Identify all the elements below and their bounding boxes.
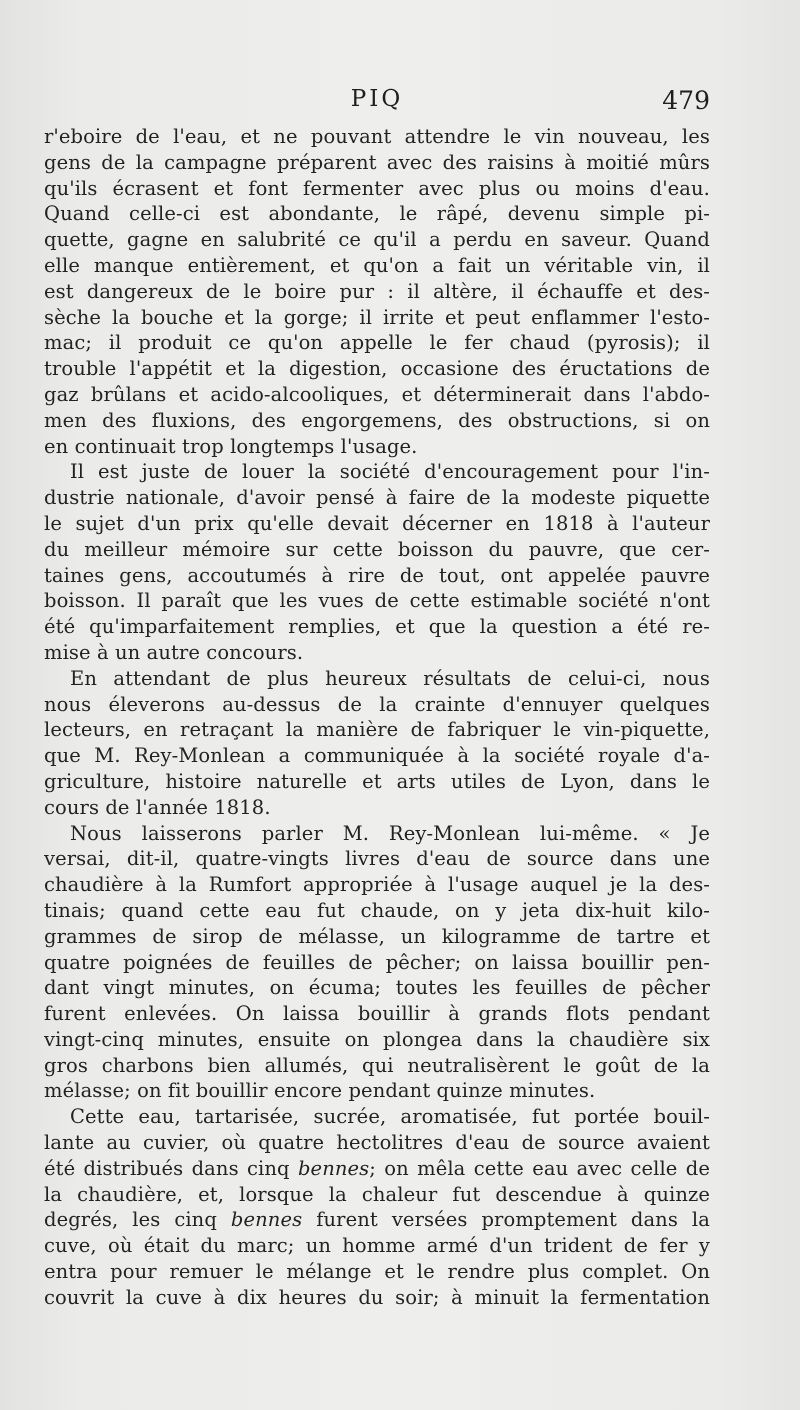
paragraph-3 <box>44 666 710 821</box>
paragraph-1 <box>44 124 710 459</box>
text-line: taines gens, accoutumés à rire de tout, ont appelée pauvre <box>44 563 710 587</box>
text-line: nous éleverons au-dessus de la crainte d'ennuyer quelques <box>44 692 710 716</box>
text-line: du meilleur mémoire sur cette boisson du pauvre, que cer- <box>44 537 710 561</box>
paragraph-5 <box>44 1104 710 1310</box>
text-line: chaudière à la Rumfort appropriée à l'usage auquel je la des- <box>44 873 710 897</box>
text-line: griculture, histoire naturelle et arts utiles de Lyon, dans le <box>44 769 710 793</box>
text-line: couvrit la cuve à dix heures du soir; à minuit la fermentation <box>44 1285 710 1309</box>
body-text <box>44 124 710 1311</box>
text-line: elle manque entièrement, et qu'on a fait un véritable vin, il <box>44 253 710 277</box>
text-line: Cette eau, tartarisée, sucrée, aromatisée, fut portée bouil- <box>70 1105 710 1129</box>
text-line: lante au cuvier, où quatre hectolitres d'eau de source avaient <box>44 1131 710 1155</box>
text-line: quatre poignées de feuilles de pêcher; on laissa bouillir pen- <box>44 950 710 974</box>
paragraph-4 <box>44 821 710 1105</box>
text-line: gros charbons bien allumés, qui neutralisèrent le goût de la <box>44 1053 710 1077</box>
text-line: boisson. Il paraît que les vues de cette estimable société n'ont <box>44 589 710 613</box>
text-line: mélasse; on fit bouillir encore pendant quinze minutes. <box>44 1079 596 1103</box>
page-header <box>44 86 710 122</box>
text-line: versai, dit-il, quatre-vingts livres d'eau de source dans une <box>44 847 710 871</box>
italic-word: bennes <box>297 1156 370 1180</box>
text-line: été distribués dans cinq bennes; on mêla cette eau avec celle de <box>44 1156 710 1180</box>
text-line: r'eboire de l'eau, et ne pouvant attendre le vin nouveau, les <box>44 125 710 148</box>
text-line: cuve, où était du marc; un homme armé d'un trident de fer y <box>44 1234 710 1258</box>
text-line: gens de la campagne préparent avec des raisins à moitié mûrs <box>44 150 710 174</box>
text-line: grammes de sirop de mélasse, un kilogramme de tartre et <box>44 924 710 948</box>
text-line: que M. Rey-Monlean a communiquée à la société royale d'a- <box>44 744 710 768</box>
text-line: degrés, les cinq bennes furent versées promptement dans la <box>44 1208 710 1232</box>
text-line: été qu'imparfaitement remplies, et que la question a été re- <box>44 615 710 639</box>
text-line: tinais; quand cette eau fut chaude, on y jeta dix-huit kilo- <box>44 898 710 922</box>
text-line: lecteurs, en retraçant la manière de fabriquer le vin-piquette, <box>44 718 710 742</box>
text-line: En attendant de plus heureux résultats de celui-ci, nous <box>70 666 710 690</box>
text-line: cours de l'année 1818. <box>44 795 271 819</box>
text-line: gaz brûlans et acido-alcooliques, et déterminerait dans l'abdo- <box>44 382 710 406</box>
italic-word: bennes <box>230 1208 303 1232</box>
text-line: Il est juste de louer la société d'encouragement pour l'in- <box>70 460 710 484</box>
text-line: qu'ils écrasent et font fermenter avec plus ou moins d'eau. <box>44 176 710 200</box>
text-line: vingt-cinq minutes, ensuite on plongea dans la chaudière six <box>44 1027 710 1051</box>
text-line: le sujet d'un prix qu'elle devait décerner en 1818 à l'auteur <box>44 511 710 535</box>
page-number: 479 <box>662 86 710 115</box>
paragraph-2 <box>44 459 710 665</box>
text-line: la chaudière, et, lorsque la chaleur fut descendue à quinze <box>44 1182 710 1206</box>
text-line: mise à un autre concours. <box>44 640 304 664</box>
text-line: sèche la bouche et la gorge; il irrite et peut enflammer l'esto- <box>44 305 710 329</box>
text-line: est dangereux de le boire pur : il altère, il échauffe et des- <box>44 279 710 303</box>
text-line: mac; il produit ce qu'on appelle le fer chaud (pyrosis); il <box>44 331 710 355</box>
text-line: furent enlevées. On laissa bouillir à grands flots pendant <box>44 1002 710 1026</box>
text-line: trouble l'appétit et la digestion, occasione des éructations de <box>44 357 710 381</box>
text-line: Quand celle-ci est abondante, le râpé, devenu simple pi- <box>44 202 710 226</box>
running-head: PIQ <box>350 86 404 112</box>
text-line: dustrie nationale, d'avoir pensé à faire de la modeste piquette <box>44 486 710 510</box>
text-line: dant vingt minutes, on écuma; toutes les feuilles de pêcher <box>44 976 710 1000</box>
text-line: men des fluxions, des engorgemens, des obstructions, si on <box>44 408 710 432</box>
text-line: Nous laisserons parler M. Rey-Monlean lui-même. « Je <box>70 821 710 845</box>
text-line: quette, gagne en salubrité ce qu'il a perdu en saveur. Quand <box>44 228 710 252</box>
text-line: en continuait trop longtemps l'usage. <box>44 434 418 458</box>
text-line: entra pour remuer le mélange et le rendre plus complet. On <box>44 1260 710 1284</box>
